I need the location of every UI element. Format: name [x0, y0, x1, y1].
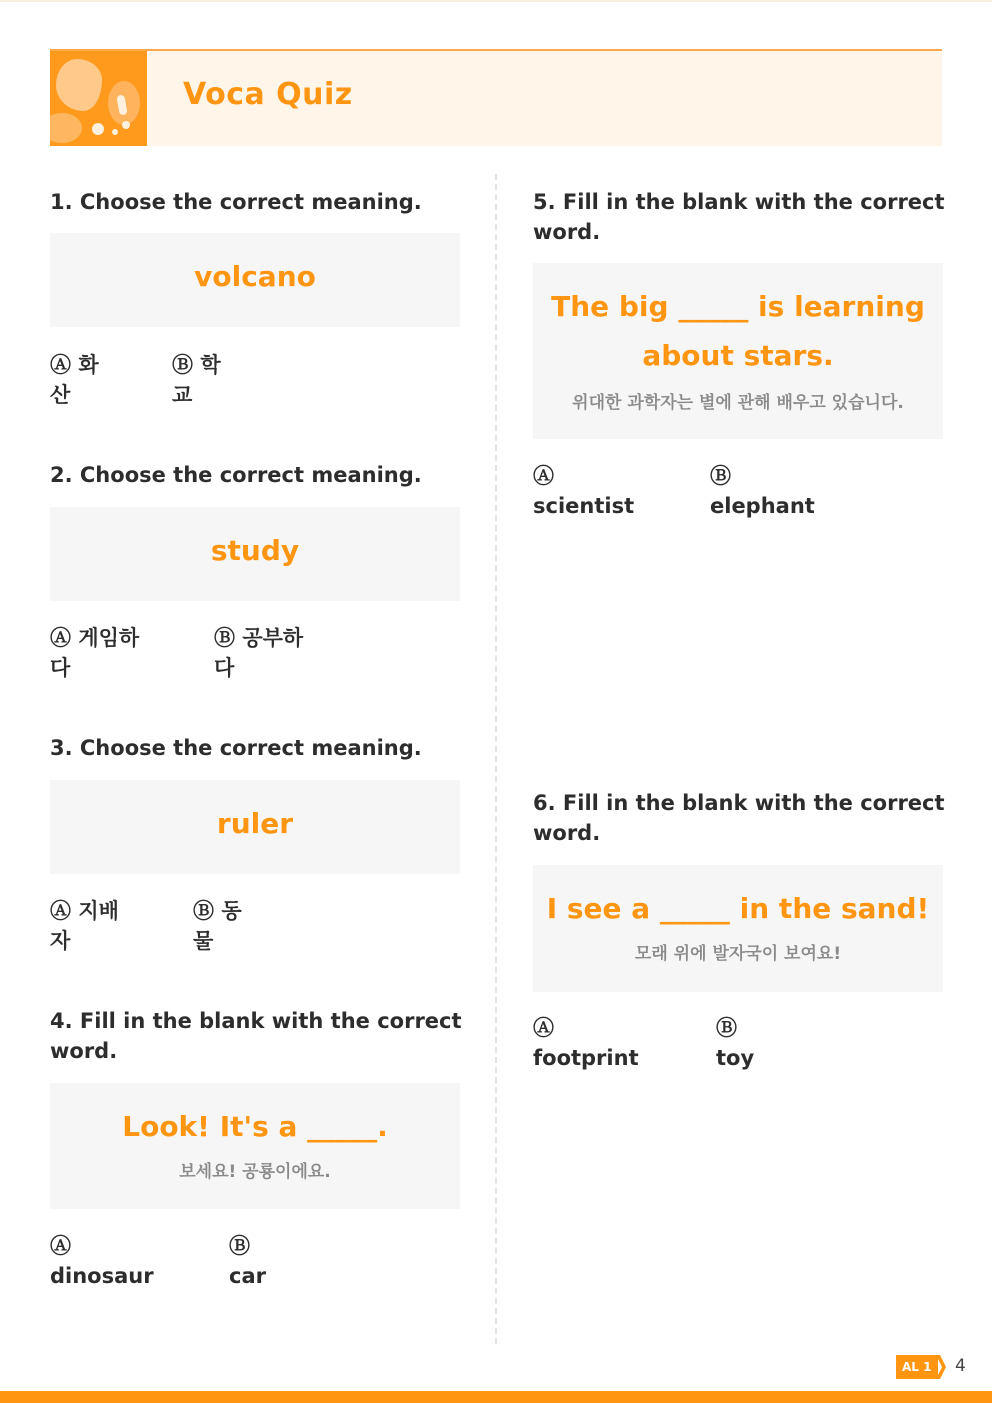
option-marker: Ⓐ [50, 626, 71, 650]
page-header [50, 49, 942, 146]
option-text: toy [716, 1046, 755, 1070]
option-marker: Ⓐ [50, 353, 71, 377]
option-text: 화 [78, 353, 99, 377]
blank-sentence: Look! It's a _____. [122, 1110, 388, 1143]
option-marker: Ⓑ [716, 1016, 737, 1040]
option-b[interactable] [229, 1231, 349, 1291]
question-title: 3. Choose the correct meaning. [50, 736, 422, 760]
option-text: elephant [710, 494, 815, 518]
question-title-wrap: word. [533, 821, 601, 845]
option-text-wrap: 산 [50, 383, 71, 407]
question-title: 1. Choose the correct meaning. [50, 190, 422, 214]
option-a[interactable] [50, 1231, 210, 1291]
option-text: 공부하 [242, 626, 304, 650]
option-text-wrap: 다 [214, 656, 235, 680]
korean-translation: 위대한 과학자는 별에 관해 배우고 있습니다. [572, 393, 904, 413]
chevron-right-icon [936, 1355, 946, 1379]
word-box [50, 233, 460, 327]
option-text: 게임하 [78, 626, 140, 650]
option-marker: Ⓑ [172, 353, 193, 377]
option-marker: Ⓑ [214, 626, 235, 650]
word-box [50, 780, 460, 874]
option-marker: Ⓐ [50, 899, 71, 923]
option-marker: Ⓐ [533, 464, 554, 488]
sentence-box [533, 263, 943, 439]
column-divider [495, 174, 497, 1344]
option-text: 지배 [78, 899, 119, 923]
question-title: 2. Choose the correct meaning. [50, 463, 422, 487]
option-a[interactable] [50, 896, 170, 956]
option-marker: Ⓑ [193, 899, 214, 923]
page-title: Voca Quiz [183, 77, 353, 112]
blank-sentence: I see a _____ in the sand! [546, 892, 930, 925]
question-title: 4. Fill in the blank with the correct [50, 1009, 462, 1033]
sentence-box [50, 1083, 460, 1209]
option-text: 동 [221, 899, 242, 923]
option-text-wrap: 교 [172, 383, 193, 407]
word-box [50, 507, 460, 601]
option-text: footprint [533, 1046, 639, 1070]
korean-translation: 모래 위에 발자국이 보여요! [634, 944, 842, 964]
option-text-wrap: 다 [50, 656, 71, 680]
question-title-wrap: word. [533, 220, 601, 244]
option-text: dinosaur [50, 1264, 154, 1288]
korean-translation: 보세요! 공룡이에요. [179, 1162, 331, 1182]
option-a[interactable] [533, 461, 693, 521]
top-border [0, 0, 992, 2]
question-2 [50, 460, 460, 490]
option-b[interactable] [193, 896, 313, 956]
question-title: 5. Fill in the blank with the correct [533, 190, 945, 214]
option-a[interactable] [50, 623, 190, 683]
question-4 [50, 1006, 470, 1066]
option-marker: Ⓑ [229, 1234, 250, 1258]
option-text: 학 [200, 353, 221, 377]
option-marker: Ⓐ [50, 1234, 71, 1258]
level-badge: AL 1 [896, 1355, 938, 1379]
quiz-logo-icon [50, 51, 147, 146]
question-title-wrap: word. [50, 1039, 118, 1063]
question-1 [50, 187, 460, 217]
option-text-wrap: 자 [50, 929, 71, 953]
option-b[interactable] [710, 461, 870, 521]
vocab-word: ruler [216, 807, 294, 840]
option-text-wrap: 물 [193, 929, 214, 953]
sentence-box [533, 865, 943, 992]
question-6 [533, 788, 953, 848]
option-marker: Ⓐ [533, 1016, 554, 1040]
option-marker: Ⓑ [710, 464, 731, 488]
option-a[interactable] [50, 350, 150, 410]
option-b[interactable] [716, 1013, 836, 1073]
blank-sentence-wrap: about stars. [642, 339, 834, 372]
page-number: 4 [955, 1356, 966, 1376]
blank-sentence: The big _____ is learning [551, 290, 925, 323]
vocab-word: study [210, 534, 300, 567]
question-title: 6. Fill in the blank with the correct [533, 791, 945, 815]
option-b[interactable] [172, 350, 272, 410]
footer-bar [0, 1391, 992, 1403]
option-a[interactable] [533, 1013, 693, 1073]
question-5 [533, 187, 953, 247]
option-text: scientist [533, 494, 635, 518]
vocab-word: volcano [194, 260, 316, 293]
option-b[interactable] [214, 623, 354, 683]
question-3 [50, 733, 460, 763]
option-text: car [229, 1264, 266, 1288]
